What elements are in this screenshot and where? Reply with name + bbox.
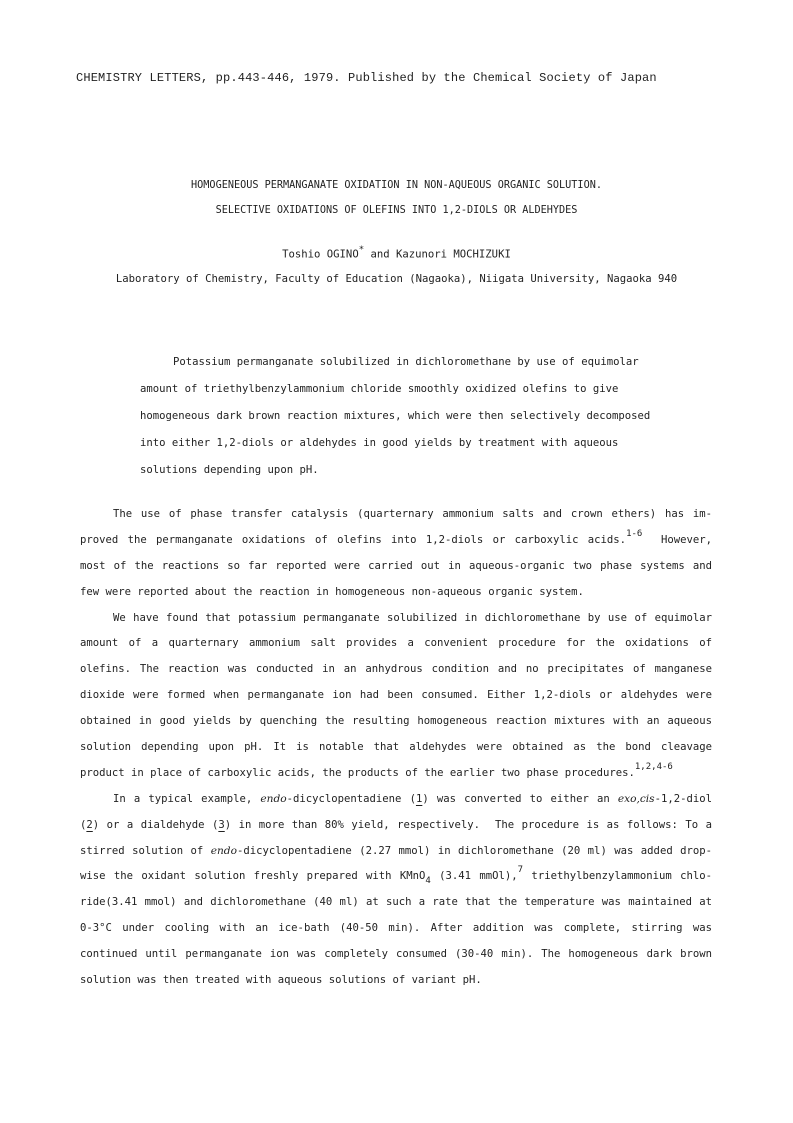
- abstract: [140, 349, 655, 484]
- body-line: [80, 813, 712, 839]
- body-text-span: (3.41 mmOl),: [430, 870, 518, 883]
- body-line: obtained in good yields by quenching the resulting homogeneous reaction mixtures with an aqueous: [80, 715, 712, 728]
- body-line: 0-3°C under cooling with an ice-bath (40-50 min). After addition was complete, stirring was: [80, 922, 712, 935]
- paper-title: [0, 173, 793, 223]
- body-line: [80, 864, 712, 890]
- corresponding-mark: *: [358, 245, 365, 255]
- italic-prefix: exo,cis: [617, 792, 655, 805]
- authors: [0, 246, 793, 261]
- compound-number: 2: [86, 818, 93, 831]
- author-conjunction: and: [364, 248, 397, 261]
- abstract-line: homogeneous dark brown reaction mixtures, which were then selectively decomposed: [140, 410, 651, 422]
- running-head: CHEMISTRY LETTERS, pp.443-446, 1979. Published by the Chemical Society of Japan: [76, 71, 657, 85]
- compound-number: 1: [415, 792, 423, 805]
- body-text-span: -dicyclopentadiene (2.27 mmol) in dichloromethane (20 ml) was added drop-: [236, 844, 713, 857]
- body-text-span: In a typical example,: [113, 792, 261, 805]
- abstract-line: amount of triethylbenzylammonium chloride smoothly oxidized olefins to give: [140, 383, 619, 395]
- body-line: [80, 839, 712, 865]
- body-text-span: -dicyclopentadiene (: [286, 792, 416, 805]
- body-text-span: ) in more than 80% yield, respectively. The procedure is as follows: To a: [224, 818, 712, 831]
- body-line: ride(3.41 mmol) and dichloromethane (40 ml) at such a rate that the temperature was maintained at: [80, 896, 712, 909]
- body-line: solution depending upon pH. It is notable that aldehydes were obtained as the bond cleavage: [80, 741, 712, 754]
- body-text-span: However,: [642, 533, 712, 546]
- author-1: Toshio OGINO: [282, 248, 359, 261]
- body-text-span: wise the oxidant solution freshly prepared with KMnO: [80, 870, 426, 883]
- body-line: [80, 528, 712, 554]
- body-line: few were reported about the reaction in homogeneous non-aqueous organic system.: [80, 585, 584, 598]
- compound-number: 3: [218, 818, 225, 831]
- body-line: continued until permanganate ion was completely consumed (30-40 min). The homogeneous dark brown: [80, 948, 712, 961]
- abstract-line: into either 1,2-diols or aldehydes in good yields by treatment with aqueous: [140, 437, 619, 449]
- italic-prefix: endo: [210, 844, 237, 857]
- abstract-line: solutions depending upon pH.: [140, 464, 319, 476]
- body-text-span: proved the permanganate oxidations of olefins into 1,2-diols or carboxylic acids.: [80, 533, 627, 546]
- body-line: dioxide were formed when permanganate ion had been consumed. Either 1,2-diols or aldehydes were: [80, 689, 712, 702]
- body-text-span: triethylbenzylammonium chlo-: [523, 870, 712, 883]
- reference-superscript: 1,2,4-6: [634, 761, 673, 772]
- body-text-span: ) or a dialdehyde (: [92, 818, 219, 831]
- body-line: most of the reactions so far reported were carried out in aqueous-organic two phase systems and: [80, 559, 712, 572]
- body-line: We have found that potassium permanganate solubilized in dichloromethane by use of equimolar: [113, 611, 712, 624]
- body-line: [80, 787, 712, 813]
- body-text-span: (: [80, 818, 87, 831]
- body-text-span: ) was converted to either an: [422, 792, 618, 805]
- body-line: amount of a quarternary ammonium salt provides a convenient procedure for the oxidations of: [80, 637, 712, 650]
- reference-superscript: 1-6: [626, 528, 643, 539]
- abstract-line: Potassium permanganate solubilized in dichloromethane by use of equimolar: [173, 356, 639, 368]
- body-text-span: product in place of carboxylic acids, the products of the earlier two phase procedures.: [80, 766, 635, 779]
- author-2: Kazunori MOCHIZUKI: [396, 248, 511, 261]
- reference-superscript: 7: [517, 865, 524, 876]
- affiliation: Laboratory of Chemistry, Faculty of Education (Nagaoka), Niigata University, Nagaoka 940: [115, 273, 678, 285]
- body-text: [80, 502, 712, 994]
- subscript: 4: [425, 876, 431, 887]
- body-text-span: -1,2-diol: [654, 792, 713, 805]
- title-line-1: HOMOGENEOUS PERMANGANATE OXIDATION IN NON-AQUEOUS ORGANIC SOLUTION.: [191, 180, 602, 191]
- title-line-2: SELECTIVE OXIDATIONS OF OLEFINS INTO 1,2-DIOLS OR ALDEHYDES: [215, 205, 578, 216]
- body-line: solution was then treated with aqueous solutions of variant pH.: [80, 974, 482, 987]
- body-line: [80, 761, 712, 787]
- body-line: olefins. The reaction was conducted in an anhydrous condition and no precipitates of manganese: [80, 663, 712, 676]
- italic-prefix: endo: [260, 792, 287, 805]
- body-text-span: stirred solution of: [80, 844, 211, 857]
- body-line: The use of phase transfer catalysis (quarternary ammonium salts and crown ethers) has im-: [113, 508, 712, 520]
